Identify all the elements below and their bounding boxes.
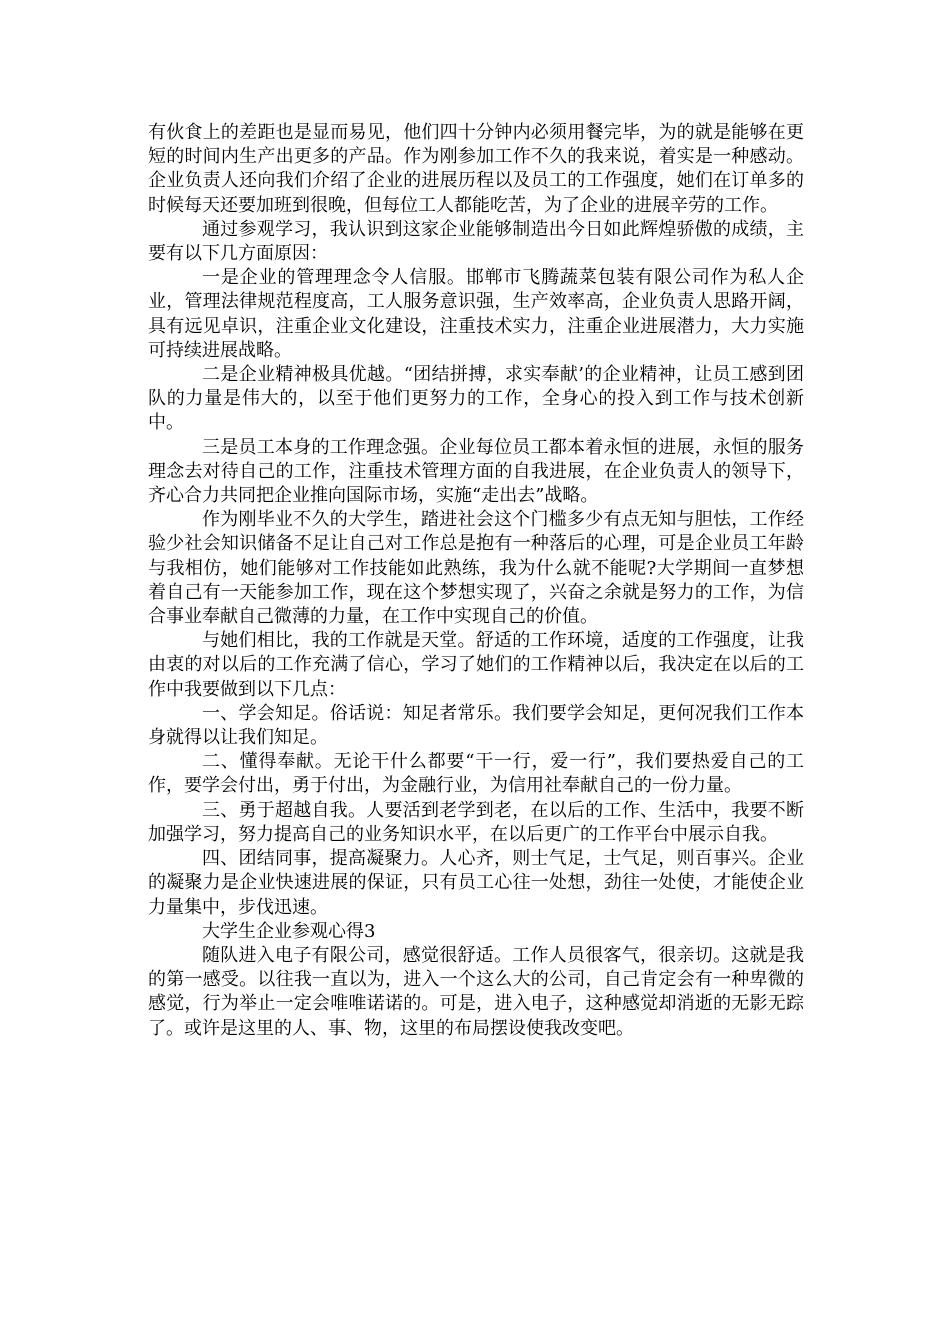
document-page <box>148 121 804 1041</box>
paragraph-reason-1: 一是企业的管理理念令人信服。邯郸市飞腾蔬菜包装有限公司作为私人企业，管理法律规范程度高，工人服务意识强，生产效率高，企业负责人思路开阔，具有远见卓识，注重企业文化建设，注重技术实力，注重企业进展潜力，大力实施可持续进展战略。 <box>148 267 804 361</box>
paragraph-point-1: 一、学会知足。俗话说：知足者常乐。我们要学会知足，更何况我们工作本身就得以让我们知足。 <box>148 702 804 749</box>
paragraph-reflection: 作为刚毕业不久的大学生，踏进社会这个门槛多少有点无知与胆怯，工作经验少社会知识储备不足让自己对工作总是抱有一种落后的心理，可是企业员工年龄与我相仿，她们能够对工作技能如此熟练，我为什么就不能呢?大学期间一直梦想着自己有一天能参加工作，现在这个梦想实现了，兴奋之余就是努力的工作，为信合事业奉献自己微薄的力量，在工作中实现自己的价值。 <box>148 509 804 628</box>
paragraph-reason-3: 三是员工本身的工作理念强。企业每位员工都本着永恒的进展，永恒的服务理念去对待自己的工作，注重技术管理方面的自我进展，在企业负责人的领导下，齐心合力共同把企业推向国际市场，实施“走出去”战略。 <box>148 436 804 507</box>
paragraph-intro-continuation: 有伙食上的差距也是显而易见，他们四十分钟内必须用餐完毕，为的就是能够在更短的时间内生产出更多的产品。作为刚参加工作不久的我来说，着实是一种感动。企业负责人还向我们介绍了企业的进展历程以及员工的工作强度，她们在订单多的时候每天还要加班到很晚，但每位工人都能吃苦，为了企业的进展辛劳的工作。 <box>148 122 804 216</box>
paragraph-reasons-intro: 通过参观学习，我认识到这家企业能够制造出今日如此辉煌骄傲的成绩，主要有以下几方面原因： <box>148 218 804 265</box>
paragraph-comparison: 与她们相比，我的工作就是天堂。舒适的工作环境，适度的工作强度，让我由衷的对以后的工作充满了信心，学习了她们的工作精神以后，我决定在以后的工作中我要做到以下几点： <box>148 630 804 700</box>
section-heading: 大学生企业参观心得3 <box>202 920 376 942</box>
paragraph-point-4: 四、团结同事，提高凝聚力。人心齐，则士气足，士气足，则百事兴。企业的凝聚力是企业快速进展的保证，只有员工心往一处想，劲往一处使，才能使企业力量集中，步伐迅速。 <box>148 848 804 918</box>
paragraph-section-3-body: 随队进入电子有限公司，感觉很舒适。工作人员很客气，很亲切。这就是我的第一感受。以往我一直以为，进入一个这么大的公司，自己肯定会有一种卑微的感觉，行为举止一定会唯唯诺诺的。可是，进入电子，这种感觉却消逝的无影无踪了。或许是这里的人、事、物，这里的布局摆设使我改变吧。 <box>148 944 804 1039</box>
paragraph-point-3: 三、勇于超越自我。人要活到老学到老，在以后的工作、生活中，我要不断加强学习，努力提高自己的业务知识水平，在以后更广的工作平台中展示自我。 <box>148 799 804 845</box>
paragraph-point-2: 二、懂得奉献。无论干什么都要“干一行，爱一行”，我们要热爱自己的工作，要学会付出，勇于付出，为金融行业，为信用社奉献自己的一份力量。 <box>148 751 804 797</box>
paragraph-reason-2: 二是企业精神极具优越。“团结拼搏，求实奉献’的企业精神，让员工感到团队的力量是伟大的，以至于他们更努力的工作，全身心的投入到工作与技术创新中。 <box>148 364 804 434</box>
